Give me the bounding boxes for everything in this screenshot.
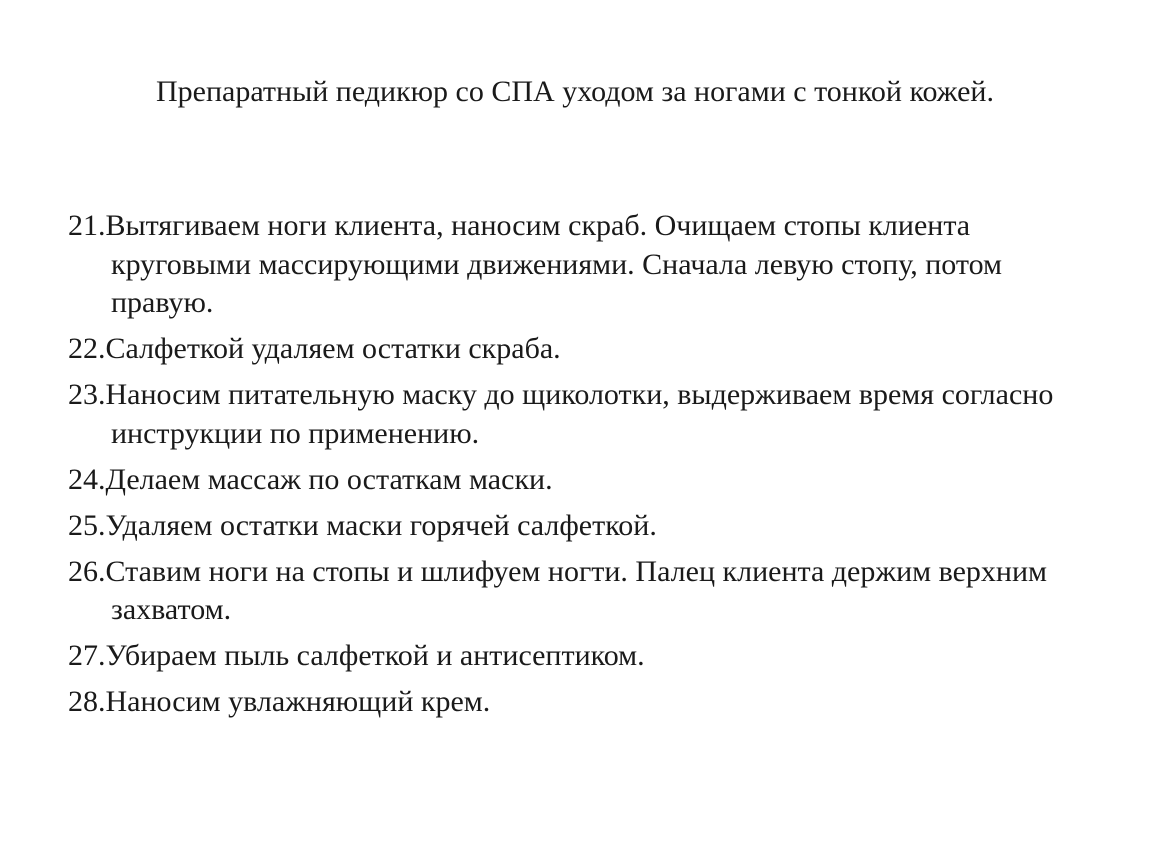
step-item-27: 27.Убираем пыль салфеткой и антисептиком. [68,639,645,672]
slide-title: Препаратный педикюр со СПА уходом за ногами с тонкой кожей. [156,75,994,108]
step-item-28: 28.Наносим увлажняющий крем. [68,685,491,718]
step-item-22: 22.Салфеткой удаляем остатки скраба. [68,332,561,365]
step-item-26: 26.Ставим ноги на стопы и шлифуем ногти. Палец клиента держим верхним захватом. [68,554,1048,626]
step-item-23: 23.Наносим питательную маску до щиколотки, выдерживаем время согласно инструкции по применению. [68,378,1054,450]
step-item-21: 21.Вытягиваем ноги клиента, наносим скраб. Очищаем стопы клиента круговыми массирующими движениями. Сначала левую стопу, потом правую. [68,209,1003,319]
steps-list [68,207,1078,729]
step-item-24: 24.Делаем массаж по остаткам маски. [68,462,553,496]
step-item-25: 25.Удаляем остатки маски горячей салфеткой. [68,508,657,542]
